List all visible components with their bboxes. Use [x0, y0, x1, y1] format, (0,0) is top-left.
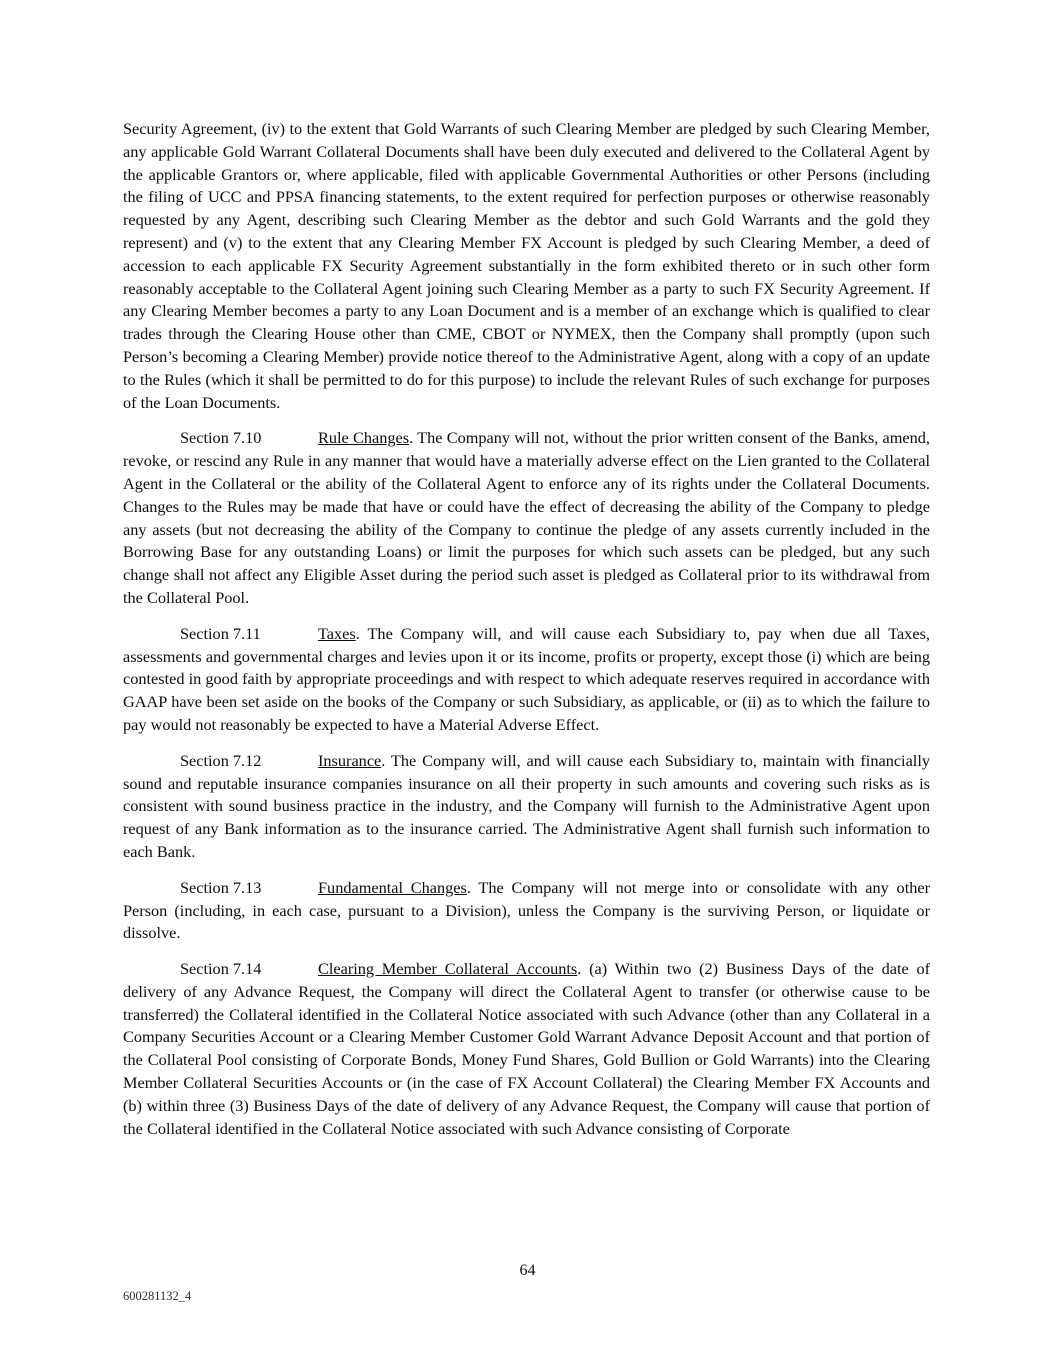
heading-separator: . [466, 877, 471, 897]
section-7-11-number: Section 7.11 [180, 623, 261, 643]
section-7-10-heading: Rule Changes [318, 428, 410, 448]
section-7-13-body: The Company will not merge into or consolidate with any other Person (including, in each case, pursuant to a Division), unless the Company is the surviving Person, or liquidate or dissolve. [123, 877, 931, 943]
section-7-13-paragraph [123, 877, 930, 945]
page-number: 64 [519, 1262, 536, 1279]
document-id-footer: 600281132_4 [123, 1289, 192, 1303]
section-7-11-body: The Company will, and will cause each Subsidiary to, pay when due all Taxes, assessments and governmental charges and levies upon it or its income, profits or property, except those (i) which are being contested in good faith by appropriate proceedings and with respect to which adequate reserves required in accordance with GAAP have been set aside on the books of the Company or such Subsidiary, as applicable, or (ii) as to which the failure to pay would not reasonably be expected to have a Material Adverse Effect. [123, 623, 931, 734]
section-7-13-heading: Fundamental Changes [318, 877, 467, 897]
intro-continuation-paragraph: Security Agreement, (iv) to the extent that Gold Warrants of such Clearing Member are pledged by such Clearing Member, any applicable Gold Warrant Collateral Documents shall have been duly executed and delivered to the Collateral Agent by the applicable Grantors or, where applicable, filed with applicable Governmental Authorities or other Persons (including the filing of UCC and PPSA financing statements, to the extent required for perfection purposes or otherwise reasonably requested by any Agent, describing such Clearing Member as the debtor and such Gold Warrants and the gold they represent) and (v) to the extent that any Clearing Member FX Account is pledged by such Clearing Member, a deed of accession to each applicable FX Security Agreement substantially in the form exhibited thereto or in such other form reasonably acceptable to the Collateral Agent joining such Clearing Member as a party to such FX Security Agreement. If any Clearing Member becomes a party to any Loan Document and is a member of an exchange which is qualified to clear trades through the Clearing House other than CME, CBOT or NYMEX, then the Company shall promptly (upon such Person’s becoming a Clearing Member) provide notice thereof to the Administrative Agent, along with a copy of an update to the Rules (which it shall be permitted to do for this purpose) to include the relevant Rules of such exchange for purposes of the Loan Documents. [123, 119, 930, 412]
section-7-11-heading: Taxes [318, 623, 356, 643]
section-7-11-paragraph [123, 623, 930, 737]
heading-separator: . [381, 750, 386, 770]
section-7-13-number: Section 7.13 [180, 877, 262, 897]
heading-separator: . [409, 428, 414, 448]
section-7-10-number: Section 7.10 [180, 428, 262, 448]
section-7-14-number: Section 7.14 [180, 959, 262, 979]
section-7-10-paragraph [123, 427, 930, 609]
section-7-14-heading: Clearing Member Collateral Accounts [318, 959, 578, 979]
section-7-12-body: The Company will, and will cause each Subsidiary to, maintain with financially sound and reputable insurance companies insurance on all their property in such amounts and covering such risks as is consistent with sound business practice in the industry, and the Company will furnish to the Administrative Agent upon request of any Bank information as to the insurance carried. The Administrative Agent shall furnish such information to each Bank. [123, 750, 930, 861]
section-7-14-paragraph [123, 958, 930, 1140]
section-7-12-heading: Insurance [318, 750, 382, 770]
document-body [123, 118, 930, 1153]
heading-separator: . [577, 959, 582, 979]
section-7-10-body: The Company will not, without the prior written consent of the Banks, amend, revoke, or rescind any Rule in any manner that would have a materially adverse effect on the Lien granted to the Collateral Agent in the Collateral or the ability of the Collateral Agent to enforce any of its rights under the Collateral Documents. Changes to the Rules may be made that have or could have the effect of decreasing the ability of the Company to pledge any assets (but not decreasing the ability of the Company to continue the pledge of any assets currently included in the Borrowing Base for any outstanding Loans) or limit the purposes for which such assets can be pledged, but any such change shall not affect any Eligible Asset during the period such asset is pledged as Collateral prior to its withdrawal from the Collateral Pool. [123, 428, 931, 607]
section-7-12-paragraph [123, 750, 930, 864]
heading-separator: . [355, 623, 360, 643]
section-7-14-body: (a) Within two (2) Business Days of the date of delivery of any Advance Request, the Company will direct the Collateral Agent to transfer (or otherwise cause to be transferred) the Collateral identified in the Collateral Notice associated with such Advance (other than any Collateral in a Company Securities Account or a Clearing Member Customer Gold Warrant Advance Deposit Account and that portion of the Collateral Pool consisting of Corporate Bonds, Money Fund Shares, Gold Bullion or Gold Warrants) into the Clearing Member Collateral Securities Accounts or (in the case of FX Account Collateral) the Clearing Member FX Accounts and (b) within three (3) Business Days of the date of delivery of any Advance Request, the Company will cause that portion of the Collateral identified in the Collateral Notice associated with such Advance consisting of Corporate [123, 959, 931, 1138]
section-7-12-number: Section 7.12 [180, 750, 262, 770]
